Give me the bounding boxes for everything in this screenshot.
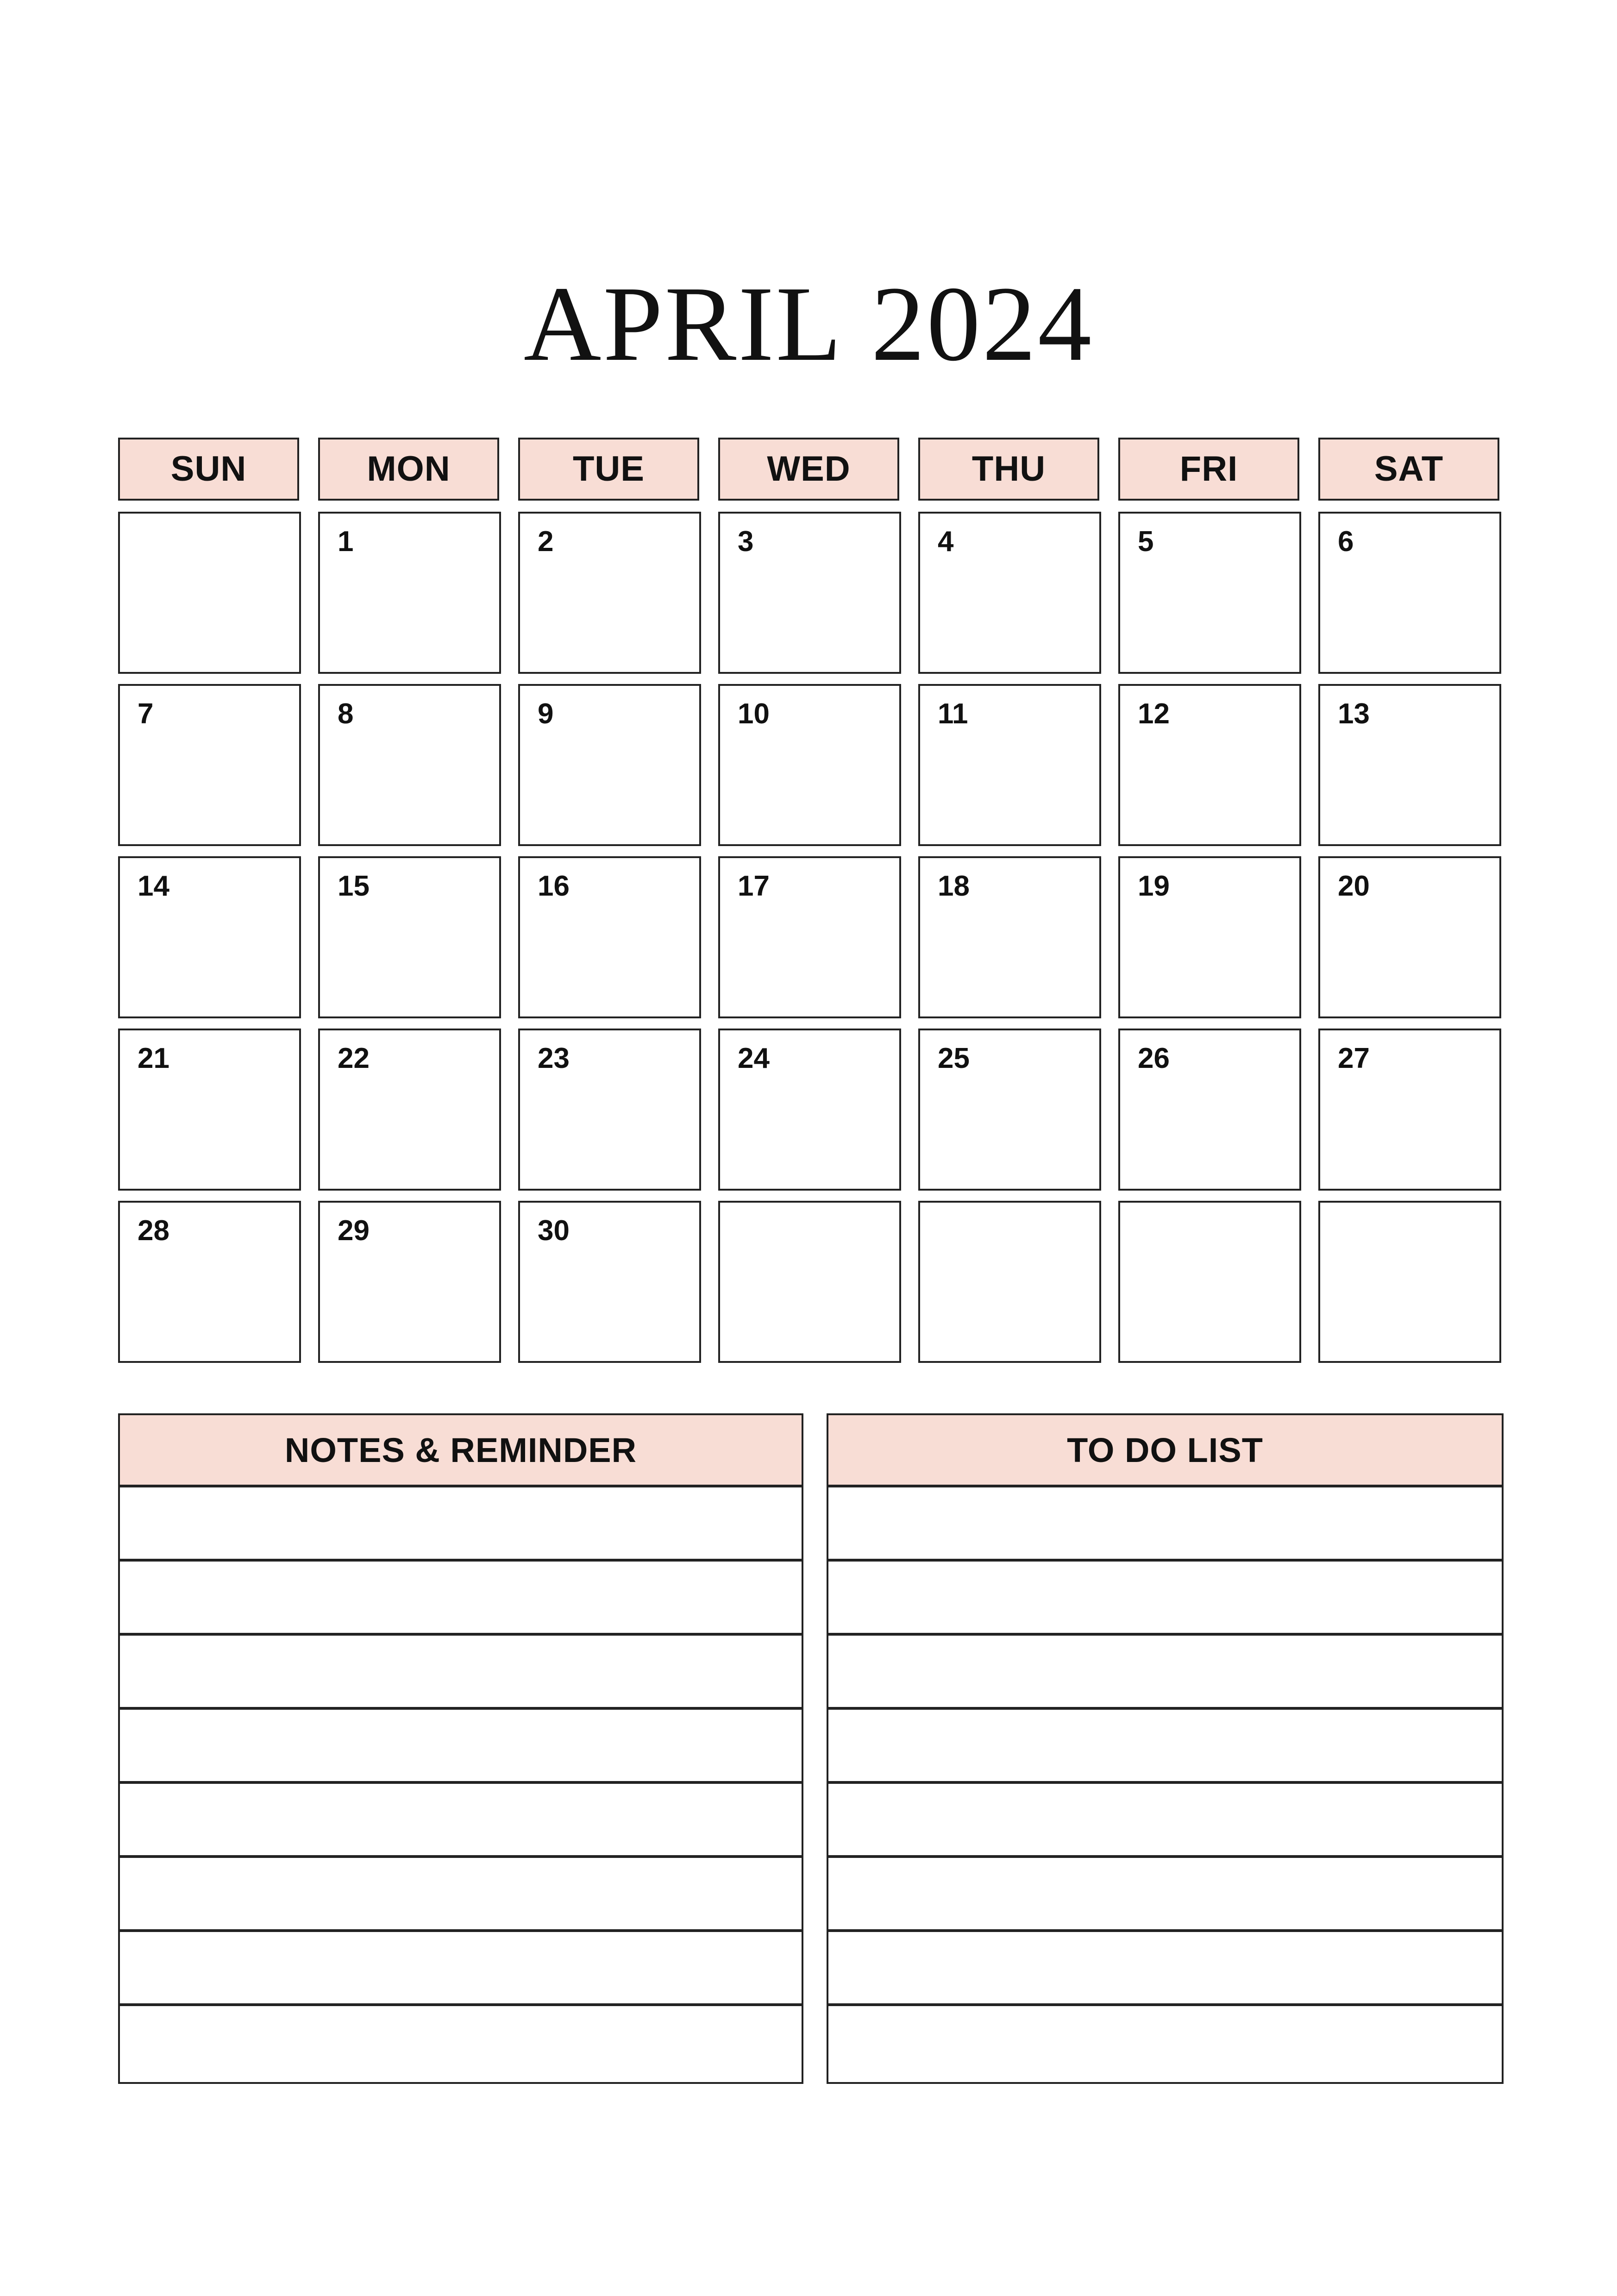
day-number: 7 (138, 698, 154, 730)
day-number: 5 (1138, 526, 1154, 558)
todo-panel (827, 1413, 1504, 2084)
notes-heading: NOTES & REMINDER (120, 1415, 802, 1487)
day-number: 29 (338, 1215, 370, 1247)
day-cell-8[interactable] (318, 684, 501, 846)
day-number: 2 (538, 526, 554, 558)
day-number: 12 (1138, 698, 1170, 730)
title-year: 2024 (871, 264, 1094, 383)
weekday-header-row (118, 438, 1504, 503)
day-cell-10[interactable] (718, 684, 901, 846)
day-number: 8 (338, 698, 354, 730)
day-cell-26[interactable] (1118, 1029, 1301, 1191)
day-number: 15 (338, 870, 370, 902)
weekday-header-sun: SUN (118, 438, 299, 501)
day-cell-3[interactable] (718, 512, 901, 674)
calendar-grid (118, 438, 1504, 1247)
notes-panel (118, 1413, 803, 2084)
day-cell-17[interactable] (718, 856, 901, 1018)
todo-line[interactable] (828, 1784, 1502, 1858)
notes-line[interactable] (120, 2006, 802, 2080)
day-number: 20 (1338, 870, 1370, 902)
day-number: 19 (1138, 870, 1170, 902)
day-number: 6 (1338, 526, 1354, 558)
todo-line[interactable] (828, 1487, 1502, 1562)
day-cell-30[interactable] (518, 1201, 701, 1363)
day-cell-19[interactable] (1118, 856, 1301, 1018)
weekday-header-tue: TUE (518, 438, 699, 501)
calendar-title (0, 259, 1617, 389)
title-month: APRIL (523, 264, 844, 383)
day-number: 21 (138, 1042, 169, 1074)
day-number: 3 (738, 526, 754, 558)
weekday-header-wed: WED (718, 438, 899, 501)
todo-line[interactable] (828, 2006, 1502, 2080)
notes-line[interactable] (120, 1562, 802, 1636)
day-number: 18 (938, 870, 970, 902)
day-cell-1[interactable] (318, 512, 501, 674)
day-cell-16[interactable] (518, 856, 701, 1018)
day-cell-20[interactable] (1318, 856, 1501, 1018)
todo-line[interactable] (828, 1710, 1502, 1784)
day-number: 23 (538, 1042, 570, 1074)
notes-line[interactable] (120, 1858, 802, 1932)
notes-line[interactable] (120, 1636, 802, 1710)
day-number: 11 (938, 698, 968, 730)
day-number: 9 (538, 698, 554, 730)
day-number: 28 (138, 1215, 169, 1247)
day-cell-7[interactable] (118, 684, 301, 846)
day-number: 10 (738, 698, 770, 730)
day-cell-4[interactable] (918, 512, 1101, 674)
day-cell-11[interactable] (918, 684, 1101, 846)
empty-day-cell[interactable] (1118, 1201, 1301, 1363)
day-cell-21[interactable] (118, 1029, 301, 1191)
day-cell-18[interactable] (918, 856, 1101, 1018)
day-cell-23[interactable] (518, 1029, 701, 1191)
weekday-header-fri: FRI (1118, 438, 1299, 501)
day-cell-29[interactable] (318, 1201, 501, 1363)
todo-line[interactable] (828, 1636, 1502, 1710)
weekday-header-mon: MON (318, 438, 499, 501)
todo-line[interactable] (828, 1858, 1502, 1932)
day-number: 1 (338, 526, 354, 558)
day-cell-5[interactable] (1118, 512, 1301, 674)
day-number: 14 (138, 870, 169, 902)
day-number: 30 (538, 1215, 570, 1247)
todo-heading: TO DO LIST (828, 1415, 1502, 1487)
day-cell-2[interactable] (518, 512, 701, 674)
day-cell-22[interactable] (318, 1029, 501, 1191)
day-cell-28[interactable] (118, 1201, 301, 1363)
day-cell-13[interactable] (1318, 684, 1501, 846)
day-number: 25 (938, 1042, 970, 1074)
day-cell-14[interactable] (118, 856, 301, 1018)
day-number: 22 (338, 1042, 370, 1074)
day-cell-27[interactable] (1318, 1029, 1501, 1191)
day-cell-25[interactable] (918, 1029, 1101, 1191)
empty-day-cell[interactable] (1318, 1201, 1501, 1363)
empty-day-cell[interactable] (718, 1201, 901, 1363)
notes-line[interactable] (120, 1710, 802, 1784)
day-number: 26 (1138, 1042, 1170, 1074)
day-cell-12[interactable] (1118, 684, 1301, 846)
empty-day-cell[interactable] (118, 512, 301, 674)
day-number: 16 (538, 870, 570, 902)
day-number: 24 (738, 1042, 770, 1074)
day-number: 27 (1338, 1042, 1370, 1074)
todo-line[interactable] (828, 1562, 1502, 1636)
notes-line[interactable] (120, 1784, 802, 1858)
empty-day-cell[interactable] (918, 1201, 1101, 1363)
day-cell-6[interactable] (1318, 512, 1501, 674)
day-number: 13 (1338, 698, 1370, 730)
day-cell-9[interactable] (518, 684, 701, 846)
day-cell-24[interactable] (718, 1029, 901, 1191)
day-cell-15[interactable] (318, 856, 501, 1018)
day-number: 17 (738, 870, 770, 902)
todo-line[interactable] (828, 1932, 1502, 2006)
weekday-header-sat: SAT (1318, 438, 1499, 501)
notes-line[interactable] (120, 1932, 802, 2006)
weekday-header-thu: THU (918, 438, 1099, 501)
notes-line[interactable] (120, 1487, 802, 1562)
day-number: 4 (938, 526, 954, 558)
